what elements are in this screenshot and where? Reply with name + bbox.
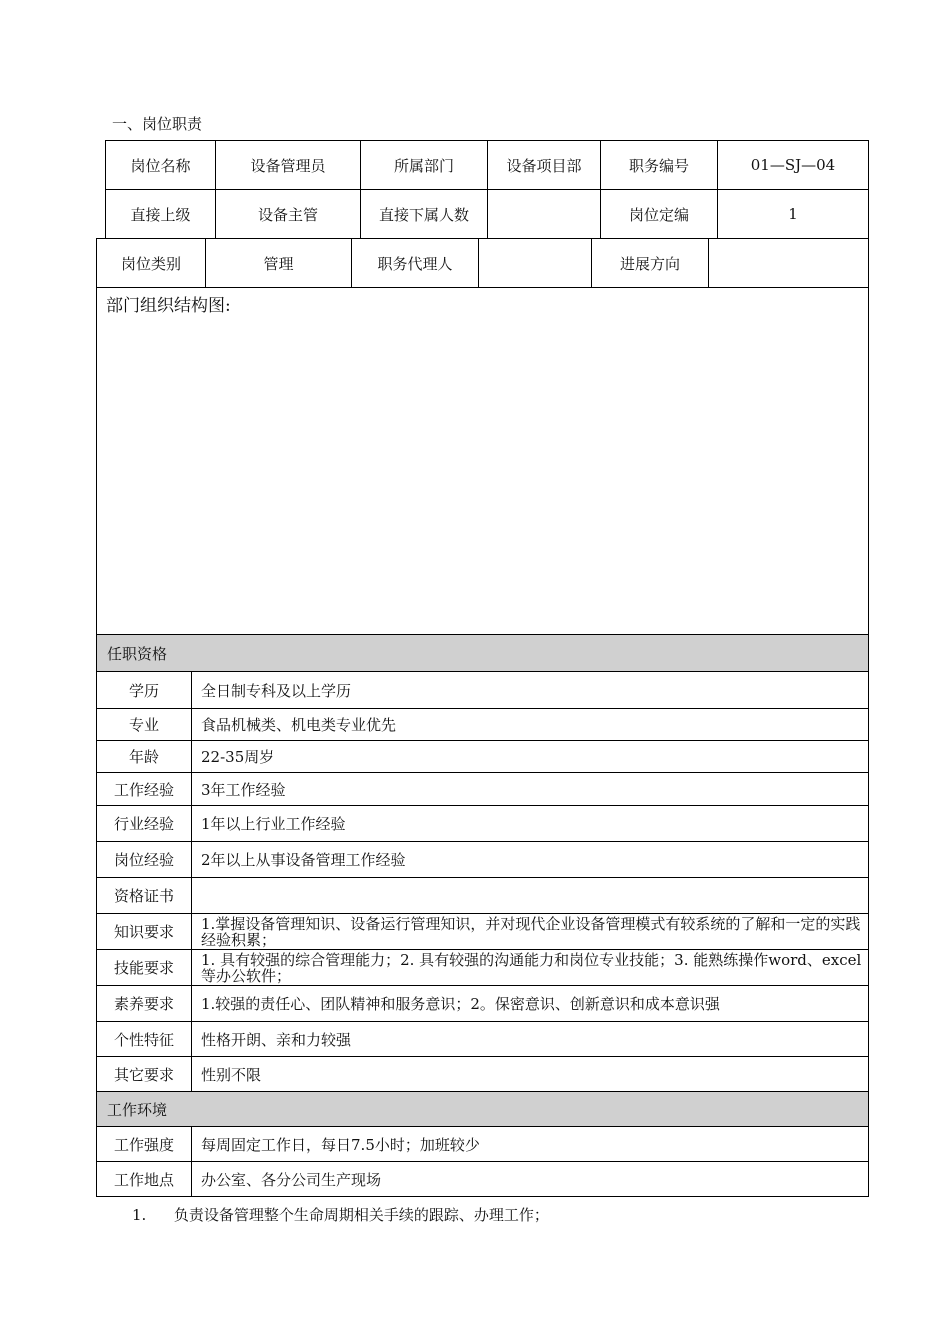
- career-path-label: 进展方向: [592, 239, 709, 288]
- qualities-value: 1.较强的责任心、团队精神和服务意识；2。保密意识、创新意识和成本意识强: [192, 986, 869, 1022]
- table-row: [97, 1162, 869, 1197]
- education-label: 学历: [97, 672, 192, 709]
- certificates-label: 资格证书: [97, 878, 192, 914]
- skills-label: 技能要求: [97, 950, 192, 986]
- supervisor-value: 设备主管: [216, 190, 361, 239]
- deputy-value: [479, 239, 592, 288]
- section-title: 一、岗位职责: [112, 115, 203, 133]
- table-row: [97, 914, 869, 950]
- age-value: 22-35周岁: [192, 741, 869, 773]
- job-info-row: [106, 141, 869, 190]
- qualifications-header: 任职资格: [97, 635, 869, 672]
- certificates-value: [192, 878, 869, 914]
- personality-label: 个性特征: [97, 1022, 192, 1057]
- job-category-label: 岗位类别: [97, 239, 206, 288]
- career-path-value: [709, 239, 869, 288]
- other-requirements-label: 其它要求: [97, 1057, 192, 1092]
- job-info-row: [106, 190, 869, 239]
- headcount-label: 岗位定编: [601, 190, 718, 239]
- position-experience-value: 2年以上从事设备管理工作经验: [192, 842, 869, 878]
- skills-value: 1. 具有较强的综合管理能力；2. 具有较强的沟通能力和岗位专业技能；3. 能熟练操作word、excel等办公软件；: [192, 950, 869, 986]
- education-value: 全日制专科及以上学历: [192, 672, 869, 709]
- industry-experience-value: 1年以上行业工作经验: [192, 806, 869, 842]
- department-value: 设备项目部: [488, 141, 601, 190]
- knowledge-label: 知识要求: [97, 914, 192, 950]
- job-info-row: [97, 239, 869, 288]
- work-experience-label: 工作经验: [97, 773, 192, 806]
- supervisor-label: 直接上级: [106, 190, 216, 239]
- duty-list-item: [132, 1204, 549, 1225]
- table-row: [97, 806, 869, 842]
- position-experience-label: 岗位经验: [97, 842, 192, 878]
- table-row: [97, 672, 869, 709]
- job-info-table-middle: [96, 238, 869, 635]
- other-requirements-value: 性别不限: [192, 1057, 869, 1092]
- position-code-label: 职务编号: [601, 141, 718, 190]
- age-label: 年龄: [97, 741, 192, 773]
- table-row: [97, 878, 869, 914]
- duty-item-text: 负责设备管理整个生命周期相关手续的跟踪、办理工作；: [173, 1206, 549, 1224]
- work-location-label: 工作地点: [97, 1162, 192, 1197]
- work-location-value: 办公室、各分公司生产现场: [192, 1162, 869, 1197]
- industry-experience-label: 行业经验: [97, 806, 192, 842]
- job-category-value: 管理: [206, 239, 352, 288]
- knowledge-value: 1.掌握设备管理知识、设备运行管理知识，并对现代企业设备管理模式有较系统的了解和一定的实践经验积累；: [192, 914, 869, 950]
- table-row: [97, 741, 869, 773]
- work-intensity-label: 工作强度: [97, 1127, 192, 1162]
- major-label: 专业: [97, 709, 192, 741]
- deputy-label: 职务代理人: [352, 239, 479, 288]
- headcount-value: 1: [718, 190, 869, 239]
- job-title-label: 岗位名称: [106, 141, 216, 190]
- job-title-value: 设备管理员: [216, 141, 361, 190]
- work-experience-value: 3年工作经验: [192, 773, 869, 806]
- subordinates-value: [488, 190, 601, 239]
- section-header-row: [97, 1092, 869, 1127]
- environment-header: 工作环境: [97, 1092, 869, 1127]
- section-header-row: [97, 635, 869, 672]
- qualifications-table: [96, 634, 869, 1197]
- position-code-value: 01—SJ—04: [718, 141, 869, 190]
- table-row: [97, 1127, 869, 1162]
- table-row: [97, 773, 869, 806]
- personality-value: 性格开朗、亲和力较强: [192, 1022, 869, 1057]
- table-row: [97, 950, 869, 986]
- table-row: [97, 842, 869, 878]
- table-row: [97, 986, 869, 1022]
- qualities-label: 素养要求: [97, 986, 192, 1022]
- duty-item-number: 1.: [132, 1206, 147, 1224]
- department-label: 所属部门: [361, 141, 488, 190]
- job-info-table-top: [105, 140, 869, 239]
- work-intensity-value: 每周固定工作日，每日7.5小时；加班较少: [192, 1127, 869, 1162]
- org-chart-row: [97, 288, 869, 635]
- org-chart-label: 部门组织结构图:: [97, 288, 869, 635]
- table-row: [97, 1057, 869, 1092]
- table-row: [97, 1022, 869, 1057]
- subordinates-label: 直接下属人数: [361, 190, 488, 239]
- major-value: 食品机械类、机电类专业优先: [192, 709, 869, 741]
- table-row: [97, 709, 869, 741]
